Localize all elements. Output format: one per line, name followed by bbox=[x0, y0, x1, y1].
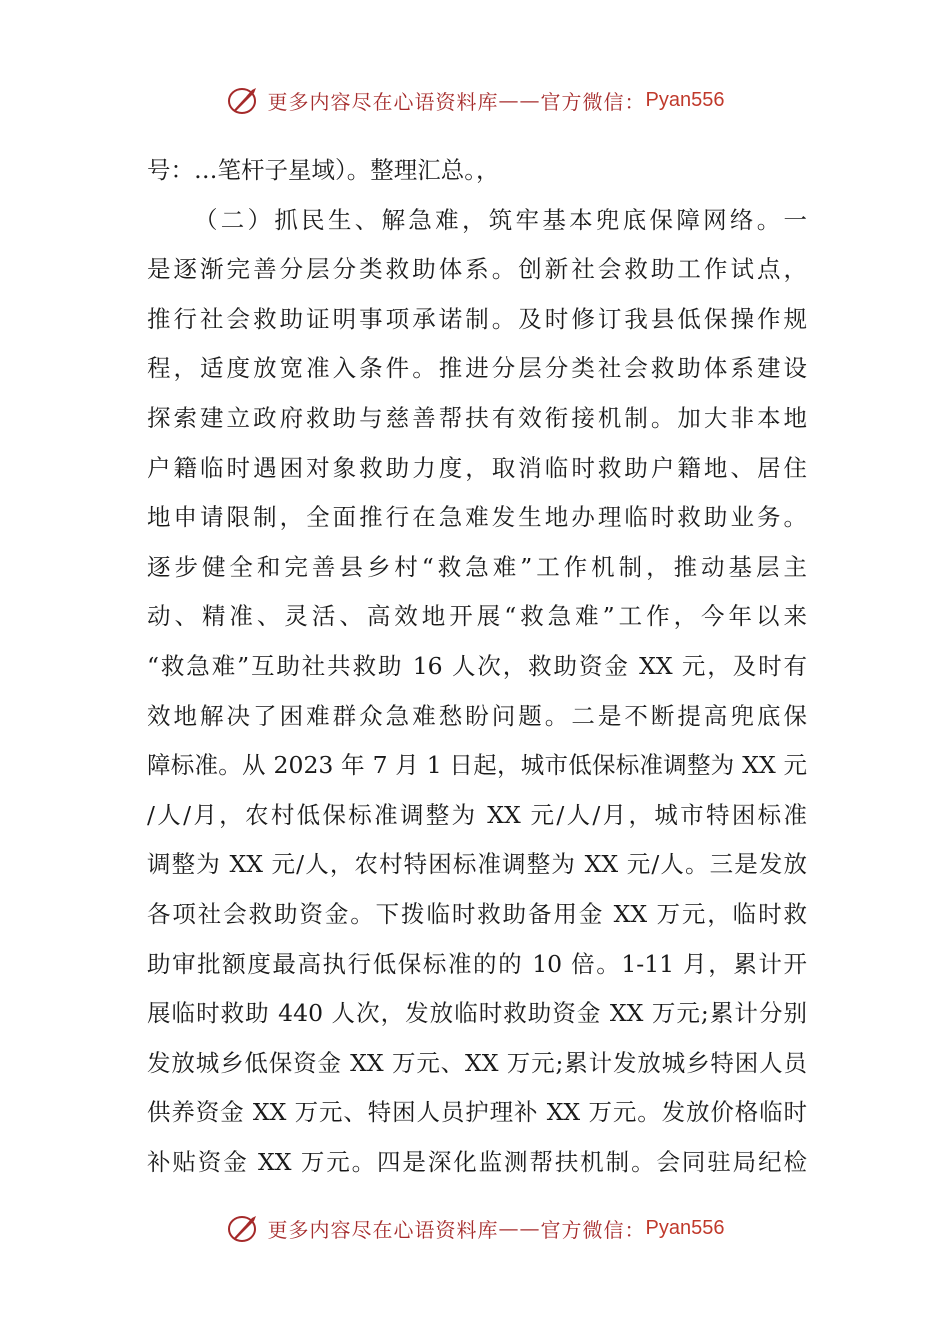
body-line: 补贴资金 XX 万元。四是深化监测帮扶机制。会同驻局纪检 bbox=[147, 1147, 807, 1176]
body-line: 推行社会救助证明事项承诺制。及时修订我县低保操作规 bbox=[147, 304, 807, 333]
body-line: （二）抓民生、解急难，筑牢基本兜底保障网络。一 bbox=[194, 205, 807, 234]
footer-banner bbox=[0, 1212, 950, 1244]
quill-pen-logo-icon bbox=[226, 84, 262, 116]
header-dash: —— bbox=[498, 88, 541, 112]
body-line: 户籍临时遇困对象救助力度，取消临时救助户籍地、居住 bbox=[147, 453, 807, 482]
body-line: 是逐渐完善分层分类救助体系。创新社会救助工作试点， bbox=[147, 255, 807, 284]
body-line: 调整为 XX 元/人，农村特困标准调整为 XX 元/人。三是发放 bbox=[147, 850, 807, 879]
header-wechat-label: 官方微信： bbox=[540, 89, 646, 114]
document-body bbox=[147, 146, 807, 1187]
footer-wechat-label: 官方微信： bbox=[540, 1217, 646, 1242]
body-line: 供养资金 XX 万元、特困人员护理补 XX 万元。发放价格临时 bbox=[147, 1098, 807, 1127]
body-line: 逐步健全和完善县乡村“救急难”工作机制，推动基层主 bbox=[147, 552, 807, 581]
body-line: 探索建立政府救助与慈善帮扶有效衔接机制。加大非本地 bbox=[147, 403, 807, 432]
body-line: 障标准。从 2023 年 7 月 1 日起，城市低保标准调整为 XX 元 bbox=[147, 751, 807, 780]
body-line: “救急难”互助社共救助 16 人次，救助资金 XX 元，及时有 bbox=[147, 651, 807, 680]
header-banner bbox=[0, 84, 950, 116]
header-site-text: 更多内容尽在心语资料库 bbox=[267, 89, 499, 114]
body-line: 号：…笔杆子星域）。整理汇总。， bbox=[147, 156, 500, 184]
body-line: 程，适度放宽准入条件。推进分层分类社会救助体系建设 bbox=[147, 354, 807, 383]
footer-wechat-id: Pyan556 bbox=[645, 1216, 725, 1239]
body-line: /人/月，农村低保标准调整为 XX 元/人/月，城市特困标准 bbox=[147, 800, 807, 829]
body-line: 动、精准、灵活、高效地开展“救急难”工作，今年以来 bbox=[147, 602, 807, 631]
body-line: 助审批额度最高执行低保标准的的 10 倍。1-11 月，累计开 bbox=[147, 949, 807, 978]
footer-dash: —— bbox=[498, 1216, 541, 1240]
body-line: 各项社会救助资金。下拨临时救助备用金 XX 万元，临时救 bbox=[147, 899, 807, 928]
body-line: 发放城乡低保资金 XX 万元、XX 万元;累计发放城乡特困人员 bbox=[147, 1048, 807, 1077]
body-line: 展临时救助 440 人次，发放临时救助资金 XX 万元;累计分别 bbox=[147, 999, 807, 1028]
footer-site-text: 更多内容尽在心语资料库 bbox=[267, 1217, 499, 1242]
body-line: 地申请限制，全面推行在急难发生地办理临时救助业务。 bbox=[147, 503, 807, 532]
header-wechat-id: Pyan556 bbox=[645, 88, 725, 111]
body-line: 效地解决了困难群众急难愁盼问题。二是不断提高兜底保 bbox=[147, 701, 807, 730]
quill-pen-logo-icon bbox=[226, 1212, 262, 1244]
